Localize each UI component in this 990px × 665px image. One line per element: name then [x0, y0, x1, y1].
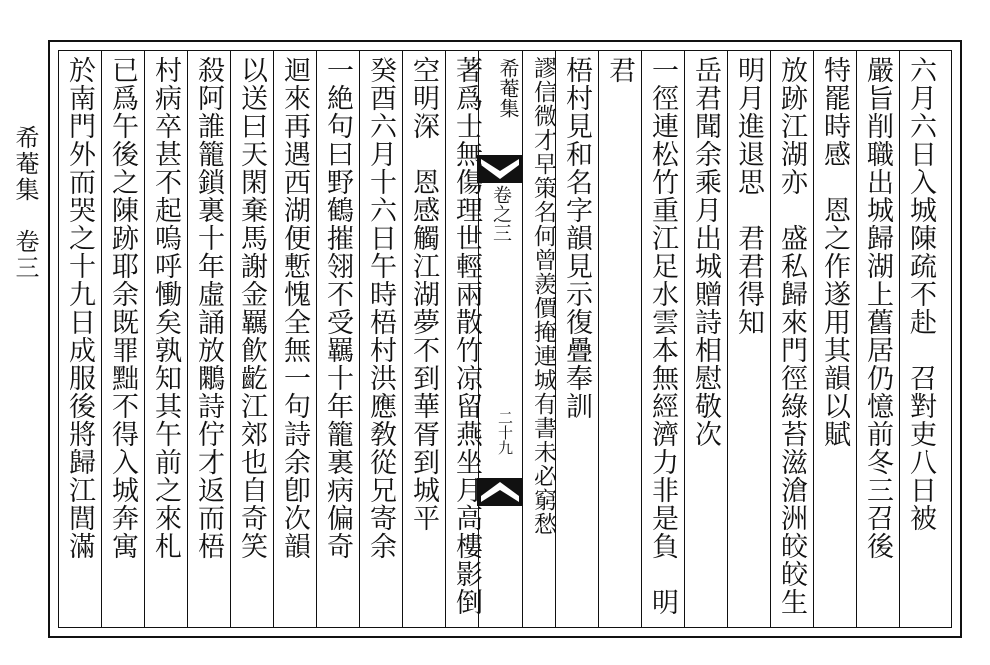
column-rule	[684, 50, 685, 628]
column-rule	[598, 50, 599, 628]
gutter-page-number: 二十九	[496, 410, 514, 455]
text-column: 村病卒甚不起嗚呼慟矣孰知其午前之來札	[150, 56, 181, 560]
gutter-volume: 卷之三	[490, 185, 512, 242]
column-rule	[445, 50, 446, 628]
text-column: 迴來再遇西湖便慙愧全無一句詩余卽次韻	[279, 56, 310, 560]
column-rule	[144, 50, 145, 628]
text-column: 已爲午後之陳跡耶余既罪黜不得入城奔寓	[107, 56, 138, 560]
column-rule	[101, 50, 102, 628]
column-rule	[770, 50, 771, 628]
fish-tail-mark-upper	[477, 155, 523, 183]
column-rule	[359, 50, 360, 628]
text-column: 特罷時感 恩之作遂用其韻以賦	[819, 56, 850, 448]
text-column: 嚴旨削職出城歸湖上舊居仍憶前冬三召後	[862, 56, 893, 560]
text-column: 殺阿誰籠鎖裏十年虛誦放鷴詩佇才返而梧	[193, 56, 224, 560]
text-column: 一絶句曰野鶴摧翎不受羈十年籠裏病偏奇	[322, 56, 353, 560]
column-rule	[230, 50, 231, 628]
text-column: 明月進退思 君君得知	[733, 56, 764, 336]
text-column: 著爲士無傷理世輕兩散竹凉留燕坐月高樓影倒	[451, 56, 482, 616]
text-column: 空明深 恩感觸江湖夢不到華胥到城平	[408, 56, 439, 532]
gutter-rule-right	[522, 50, 523, 628]
side-label: 希菴集 卷三	[11, 125, 39, 281]
text-column: 於南門外而哭之十九日成服後將歸江閭滿	[64, 56, 95, 560]
text-column: 六月六日入城陳疏不赴 召對吏八日被	[905, 56, 936, 532]
text-column: 君	[604, 56, 635, 84]
text-column: 以送曰天閑棄馬謝金羈飮齕江郊也自奇笑	[236, 56, 267, 560]
text-column: 岳君聞余乘月出城贈詩相慰敬次	[690, 56, 721, 448]
gutter-title: 希菴集	[496, 58, 520, 118]
text-column: 一徑連松竹重江足水雲本無經濟力非是負 明	[647, 56, 678, 616]
column-rule	[316, 50, 317, 628]
text-column: 癸酉六月十六日午時梧村洪應敎從兄寄余	[365, 56, 396, 560]
text-column: 梧村見和名字韻見示復疊奉訓	[561, 56, 592, 420]
text-column: 放跡江湖亦 盛私歸來門徑綠苔滋滄洲皎皎生	[776, 56, 807, 616]
column-rule	[273, 50, 274, 628]
column-rule	[727, 50, 728, 628]
fish-tail-mark-lower	[477, 478, 523, 506]
column-rule	[856, 50, 857, 628]
text-column: 謬信微才早策名何曾羨價掩連城有書未必窮愁	[530, 56, 556, 536]
column-rule	[641, 50, 642, 628]
column-rule	[402, 50, 403, 628]
column-rule	[813, 50, 814, 628]
column-rule	[187, 50, 188, 628]
column-rule	[899, 50, 900, 628]
